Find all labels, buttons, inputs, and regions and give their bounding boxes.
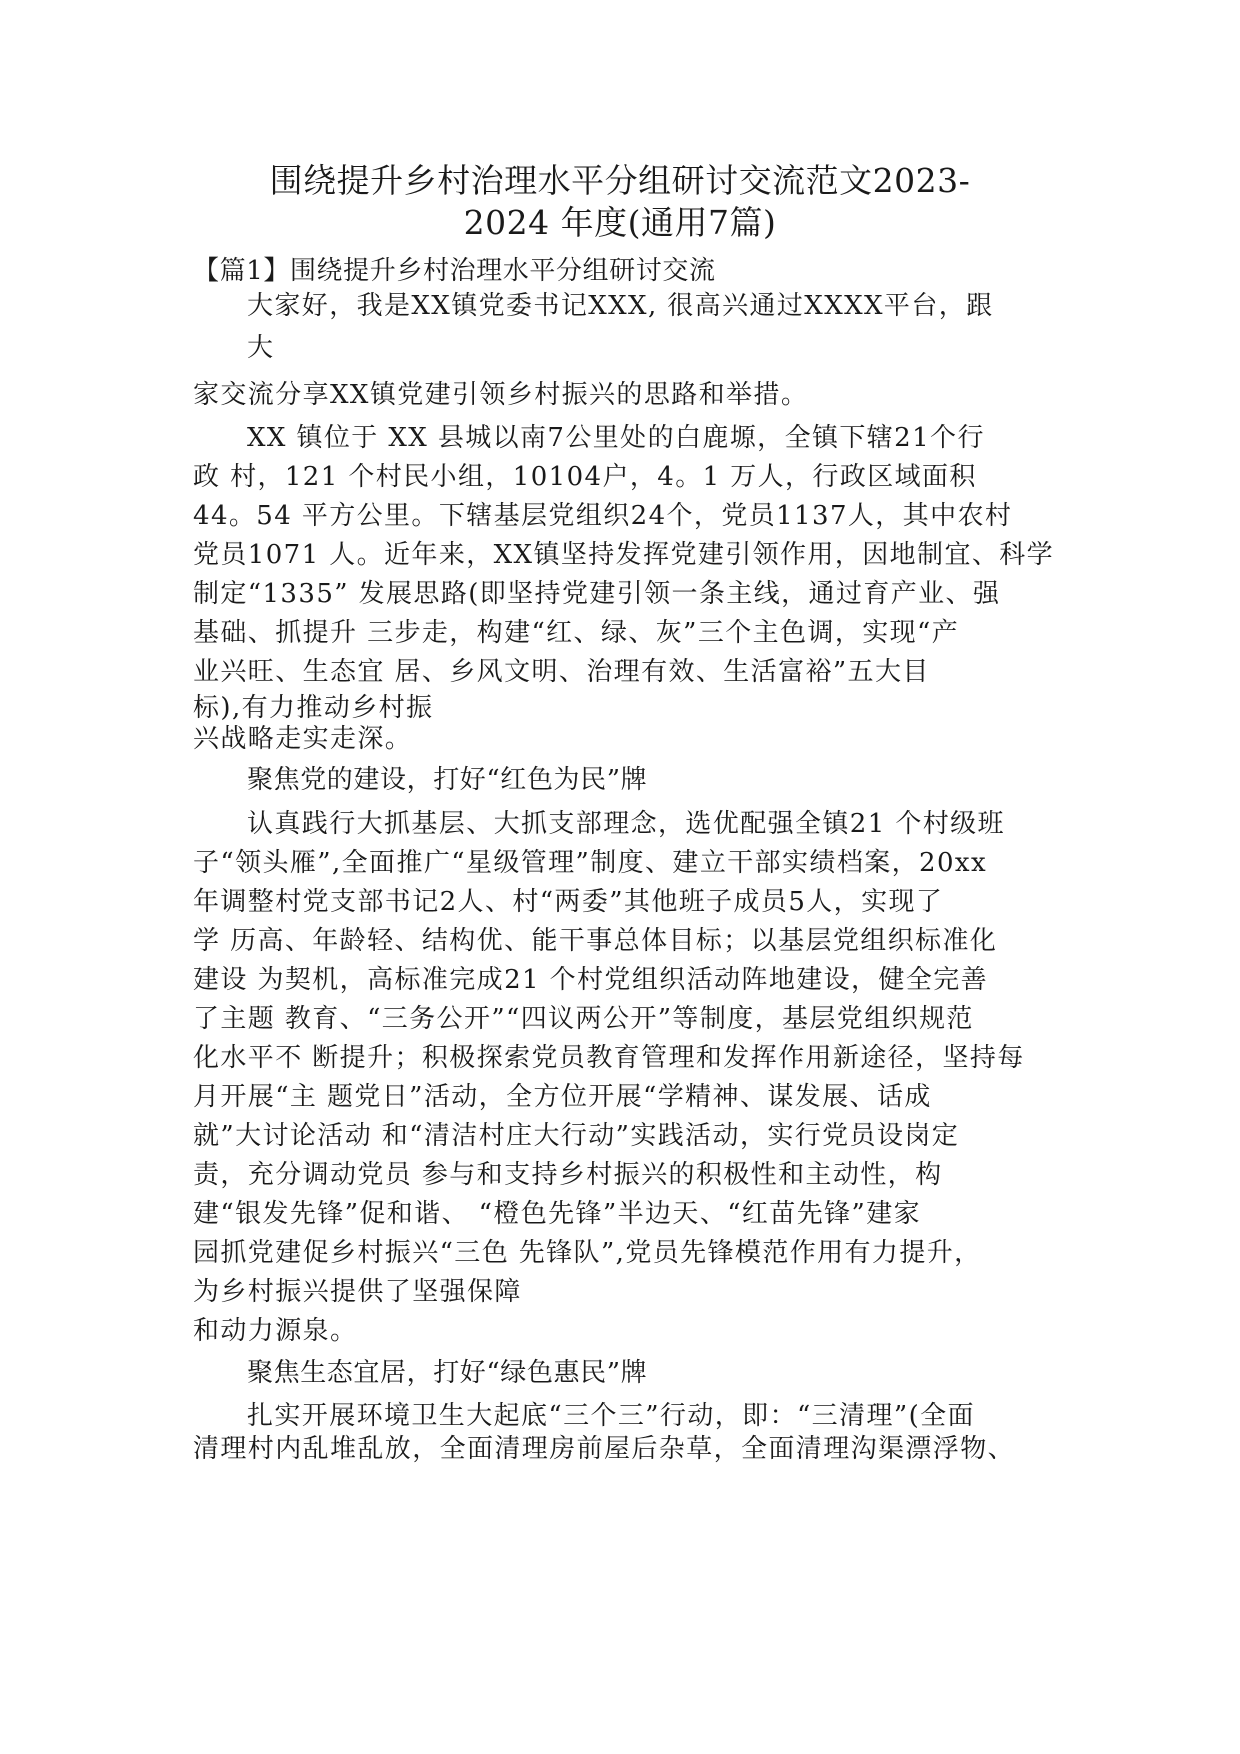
paragraph-line: 基础、抓提升 三步走，构建“红、绿、灰”三个主色调，实现“产 [193, 618, 960, 648]
paragraph-line: XX 镇位于 XX 县城以南7公里处的白鹿塬，全镇下辖21个行 [247, 423, 985, 453]
paragraph-line: 园抓党建促乡村振兴“三色 先锋队”,党员先锋模范作用有力提升， [193, 1238, 982, 1268]
paragraph-line: 建设 为契机，高标准完成21 个村党组织活动阵地建设，健全完善 [193, 965, 989, 995]
paragraph-line: 就”大讨论活动 和“清洁村庄大行动”实践活动，实行党员设岗定 [193, 1121, 960, 1151]
paragraph-line: 化水平不 断提升；积极探索党员教育管理和发挥作用新途径，坚持每 [193, 1043, 1025, 1073]
paragraph-line: 扎实开展环境卫生大起底“三个三”行动，即：“三清理”(全面 [247, 1401, 975, 1431]
paragraph-line: 子“领头雁”,全面推广“星级管理”制度、建立干部实绩档案，20xx [193, 848, 988, 878]
section-heading: 【篇1】围绕提升乡村治理水平分组研讨交流 [193, 256, 716, 286]
paragraph-line: 制定“1335” 发展思路(即坚持党建引领一条主线，通过育产业、强 [193, 579, 1001, 609]
paragraph-line: 政 村，121 个村民小组，10104户，4。1 万人，行政区域面积 [193, 462, 977, 492]
paragraph-line: 标),有力推动乡村振 [193, 693, 434, 723]
paragraph-line: 年调整村党支部书记2人、村“两委”其他班子成员5人，实现了 [193, 887, 944, 917]
subsection-heading: 聚焦党的建设，打好“红色为民”牌 [247, 765, 648, 795]
document-title-line-1: 围绕提升乡村治理水平分组研讨交流范文2023- [269, 161, 971, 200]
paragraph-line: 大家好，我是XX镇党委书记XXX, 很高兴通过XXXX平台，跟 [247, 291, 994, 321]
paragraph-line: 党员1071 人。近年来，XX镇坚持发挥党建引领作用，因地制宜、科学 [193, 540, 1055, 570]
subsection-heading: 聚焦生态宜居，打好“绿色惠民”牌 [247, 1358, 648, 1388]
paragraph-line: 业兴旺、生态宜 居、乡风文明、治理有效、生活富裕”五大目 [193, 657, 930, 687]
paragraph-line: 家交流分享XX镇党建引领乡村振兴的思路和举措。 [193, 380, 809, 410]
paragraph-line: 44。54 平方公里。下辖基层党组织24个，党员1137人，其中农村 [193, 501, 1013, 531]
paragraph-line: 认真践行大抓基层、大抓支部理念，选优配强全镇21 个村级班 [247, 809, 1005, 839]
paragraph-line: 清理村内乱堆乱放，全面清理房前屋后杂草，全面清理沟渠漂浮物、 [193, 1434, 1016, 1464]
paragraph-line: 为乡村振兴提供了坚强保障 [193, 1277, 522, 1307]
paragraph-line: 和动力源泉。 [193, 1316, 358, 1346]
paragraph-line: 月开展“主 题党日”活动，全方位开展“学精神、谋发展、话成 [193, 1082, 932, 1112]
paragraph-line: 建“银发先锋”促和谐、 “橙色先锋”半边天、“红苗先锋”建家 [193, 1199, 922, 1229]
document-title-line-2: 2024 年度(通用7篇) [463, 203, 777, 242]
paragraph-line: 学 历高、年龄轻、结构优、能干事总体目标；以基层党组织标准化 [193, 926, 998, 956]
paragraph-line: 了主题 教育、“三务公开”“四议两公开”等制度，基层党组织规范 [193, 1004, 974, 1034]
paragraph-line: 大 [247, 333, 275, 363]
paragraph-line: 责，充分调动党员 参与和支持乡村振兴的积极性和主动性，构 [193, 1160, 943, 1190]
paragraph-line: 兴战略走实走深。 [193, 724, 413, 754]
